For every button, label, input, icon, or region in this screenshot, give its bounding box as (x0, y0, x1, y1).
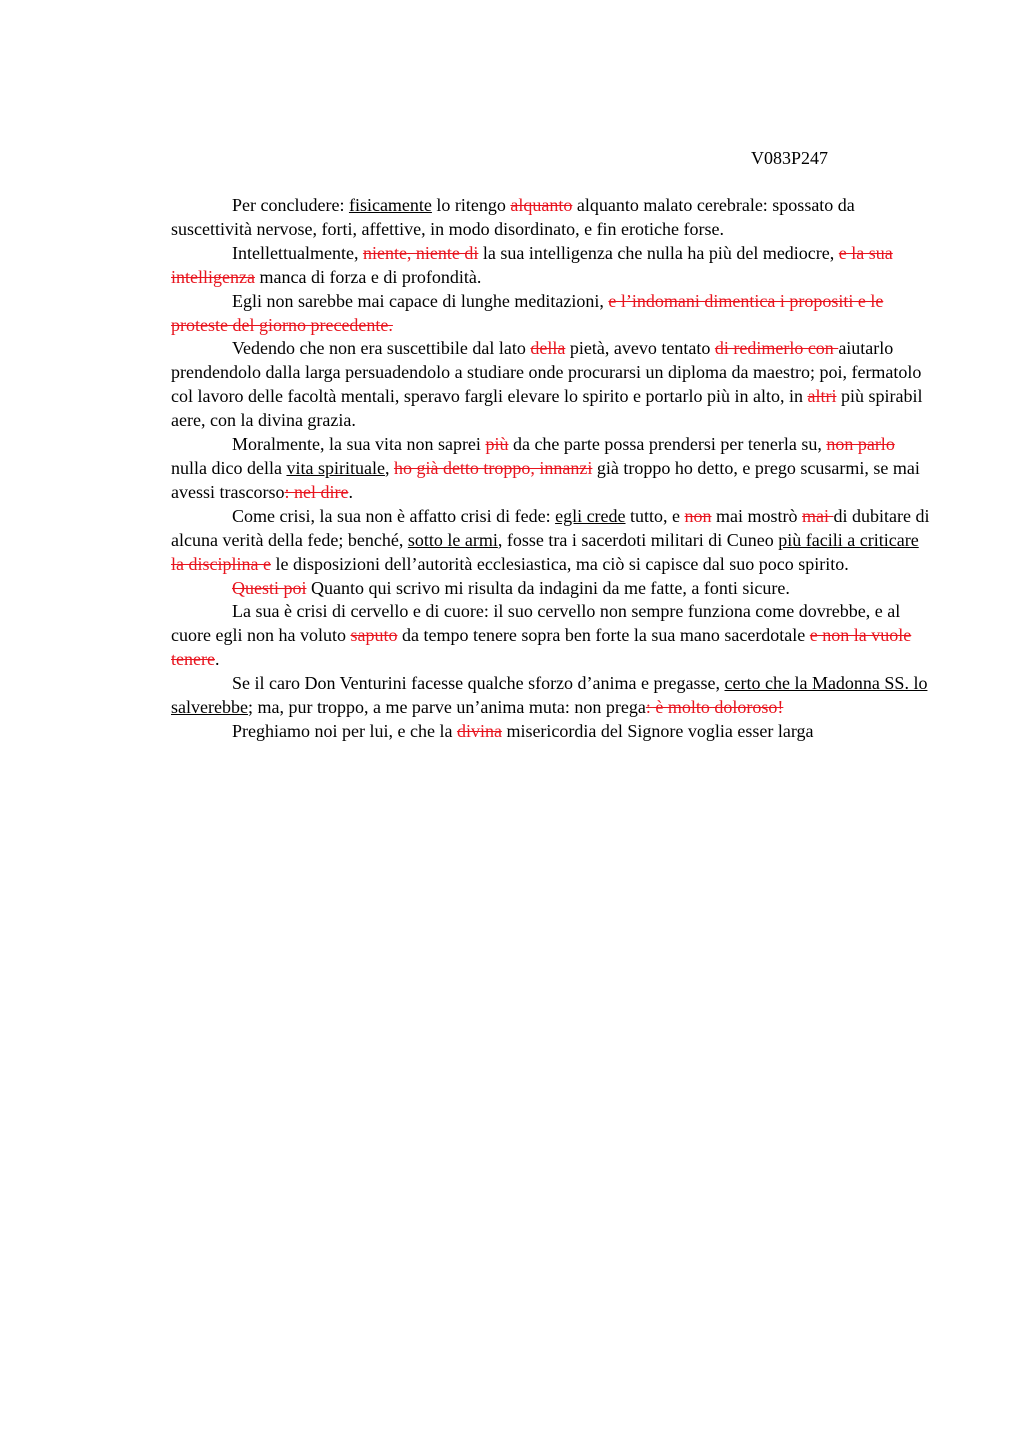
text-segment: da che parte possa prendersi per tenerla su, (508, 434, 827, 455)
page-identifier: V083P247 (751, 148, 829, 168)
text-segment: da tempo tenere sopra ben forte la sua mano sacerdotale (397, 625, 810, 646)
deleted-text: non (684, 505, 712, 526)
text-segment: manca di forza e di profondità. (254, 266, 482, 287)
text-segment: mai mostrò (711, 505, 803, 526)
deleted-text: alquanto (510, 195, 573, 215)
deleted-text: la disciplina e (171, 553, 271, 574)
text-segment: la sua intelligenza che nulla ha più del mediocre, (478, 242, 839, 263)
paragraph (171, 672, 931, 720)
text-segment: Moralmente, la sua vita non saprei (232, 434, 486, 455)
paragraph (171, 337, 931, 433)
text-segment: nulla dico della (171, 457, 287, 478)
underlined-text: certo che la Madonna SS. lo salverebbe (171, 673, 928, 718)
deleted-text: mai (802, 505, 834, 526)
text-segment: Preghiamo noi per lui, e che la (232, 720, 457, 741)
text-segment: . (214, 649, 220, 670)
deleted-text: e la sua intelligenza (171, 242, 893, 287)
text-segment: tutto, e (625, 505, 685, 526)
text-segment: lo ritengo (431, 195, 511, 215)
deleted-text: della (530, 338, 566, 359)
text-segment: . (348, 481, 353, 502)
deleted-text: divina (456, 720, 502, 741)
underlined-text: vita spirituale (286, 457, 385, 478)
deleted-text: : è molto doloroso! (645, 697, 784, 718)
deleted-text: più (485, 434, 509, 455)
text-segment: Intellettualmente, (232, 242, 363, 263)
underlined-text: egli crede (555, 505, 626, 526)
underlined-text: più facili a criticare (778, 529, 919, 550)
text-segment: Come crisi, la sua non è affatto crisi di fede: (232, 505, 556, 526)
text-segment: pietà, avevo tentato (565, 338, 715, 359)
paragraph (171, 242, 931, 290)
text-segment: Quanto qui scrivo mi risulta da indagini da me fatte, a fonti sicure. (306, 577, 790, 598)
text-segment: più spirabil aere, con la divina grazia. (171, 386, 923, 431)
text-segment: aiutarlo prendendolo dalla larga persuadendolo a studiare onde procurarsi un diploma da maestro; poi, fermatolo col lavoro delle facoltà mentali, speravo fargli elevare lo spirito e portarlo più in alto, in (171, 338, 922, 407)
deleted-text: Questi poi (232, 577, 307, 598)
deleted-text: altri (807, 386, 837, 407)
text-segment: Vedendo che non era suscettibile dal lato (232, 338, 531, 359)
text-segment: di dubitare di alcuna verità della fede; benché, (171, 505, 930, 550)
paragraph (171, 720, 931, 744)
deleted-text: : nel dire (284, 481, 349, 502)
text-segment: già troppo ho detto, e prego scusarmi, se mai avessi trascorso (171, 457, 920, 502)
deleted-text: saputo (350, 625, 398, 646)
text-segment: misericordia del Signore voglia esser larga (501, 720, 814, 741)
deleted-text: e l’indomani dimentica i propositi e le proteste del giorno precedente. (171, 290, 884, 335)
paragraph (171, 577, 931, 601)
text-segment: ; ma, pur troppo, a me parve un’anima muta: non prega (247, 697, 646, 718)
text-segment: alquanto malato cerebrale: spossato da suscettività nervose, forti, affettive, in modo disordinato, e fin erotiche forse. (171, 195, 855, 239)
deleted-text: di redimerlo con (714, 338, 839, 359)
deleted-text: niente, niente di (362, 242, 479, 263)
text-segment: Per concludere: (232, 195, 349, 215)
text-segment: , (384, 457, 394, 478)
text-segment: , fosse tra i sacerdoti militari di Cuneo (497, 529, 779, 550)
paragraph (171, 433, 931, 505)
deleted-text: non parlo (826, 434, 895, 455)
text-segment: Se il caro Don Venturini facesse qualche sforzo d’anima e pregasse, (232, 673, 725, 694)
paragraph (171, 290, 931, 338)
text-segment: Egli non sarebbe mai capace di lunghe meditazioni, (232, 290, 609, 311)
underlined-text: sotto le armi (407, 529, 498, 550)
text-segment: La sua è crisi di cervello e di cuore: il suo cervello non sempre funziona come dovrebbe, e al cuore egli non ha voluto (171, 601, 901, 646)
deleted-text: ho già detto troppo, innanzi (393, 457, 593, 478)
document-body (171, 194, 931, 744)
text-segment: le disposizioni dell’autorità ecclesiastica, ma ciò si capisce dal suo poco spirito. (270, 553, 849, 574)
underlined-text: fisicamente (348, 195, 432, 215)
paragraph (171, 505, 931, 577)
deleted-text: e non la vuole tenere (171, 625, 912, 670)
paragraph (171, 194, 931, 242)
paragraph (171, 600, 931, 672)
